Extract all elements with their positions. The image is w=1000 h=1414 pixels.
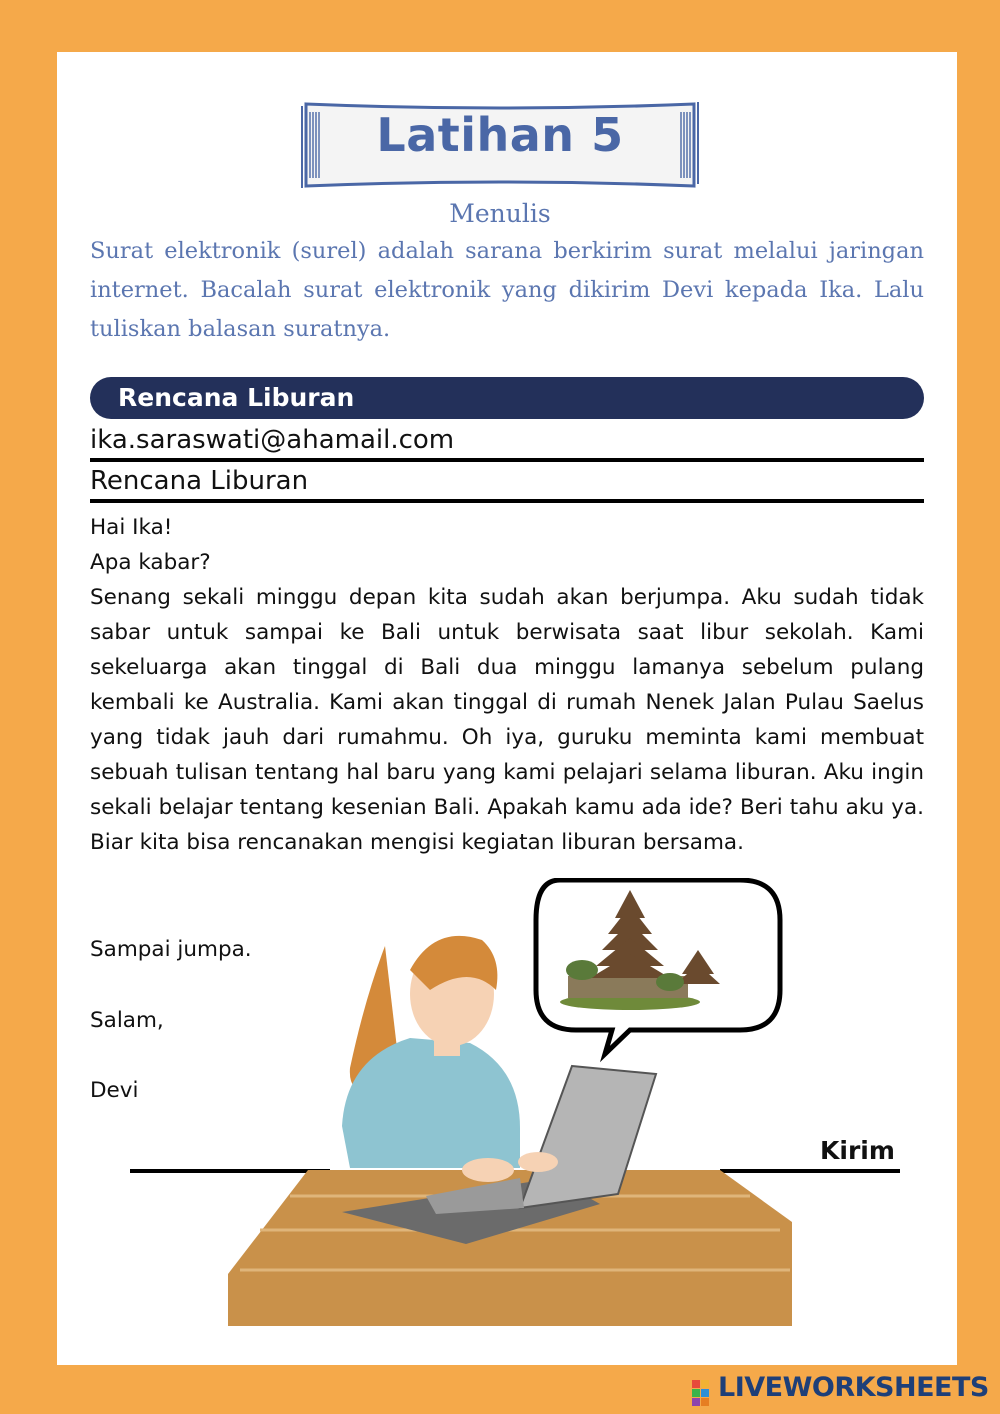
email-body: [90, 510, 924, 860]
subject-field: Rencana Liburan: [90, 463, 924, 503]
letter-body-text: Senang sekali minggu depan kita sudah akan berjumpa. Aku sudah tidak sabar untuk sampai ke Bali untuk berwisata saat libur sekolah. Kami sekeluarga akan tinggal di Bali dua minggu lamanya sebelum pulang kembali ke Australia. Kami akan tinggal di rumah Nenek Jalan Pulau Saelus yang tidak jauh dari rumahmu. Oh iya, guruku meminta kami membuat sebuah tulisan tentang hal baru yang kami pelajari selama liburan. Aku ingin sekali belajar tentang kesenian Bali. Apakah kamu ada ide? Beri tahu aku ya. Biar kita bisa rencanakan mengisi kegiatan liburan bersama.: [90, 585, 924, 855]
footer-brand-text[interactable]: LIVEWORKSHEETS: [718, 1372, 989, 1403]
email-header-subject: Rencana Liburan: [90, 377, 924, 419]
worksheet-subtitle: Menulis: [449, 199, 551, 228]
greeting-text: Hai Ika!: [90, 515, 173, 540]
to-address-field: ika.saraswati@ahamail.com: [90, 422, 924, 462]
closing-text: Sampai jumpa.: [90, 937, 252, 962]
send-button[interactable]: Kirim: [820, 1136, 895, 1165]
salutation-text: Salam,: [90, 1008, 164, 1033]
question-text: Apa kabar?: [90, 550, 211, 575]
woman-laptop-illustration: [220, 878, 800, 1326]
worksheet-title: Latihan 5: [376, 108, 624, 162]
sender-name: Devi: [90, 1078, 139, 1103]
instructions-text: Surat elektronik (surel) adalah sarana berkirim surat melalui jaringan internet. Bacalah surat elektronik yang dikirim Devi kepada Ika. Lalu tuliskan balasan suratnya.: [90, 238, 924, 342]
